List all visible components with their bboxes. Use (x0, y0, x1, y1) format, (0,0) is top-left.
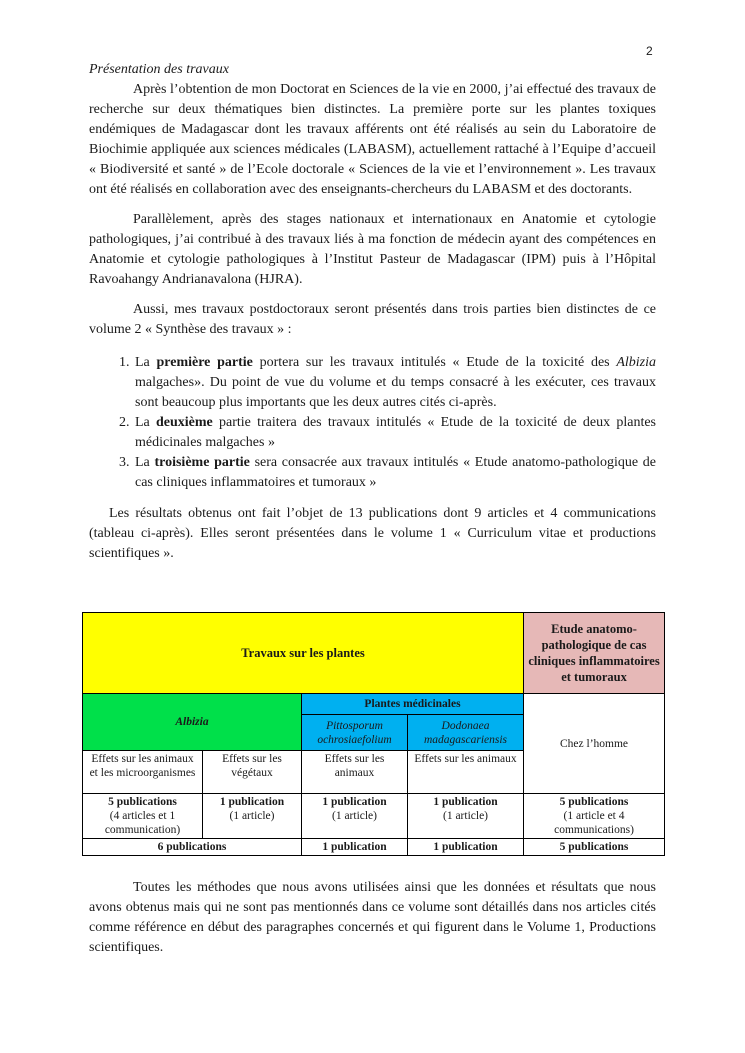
count-cell: 1 publication (1 article) (302, 794, 408, 839)
human-cell: Chez l’homme (524, 694, 665, 794)
total-cell: 5 publications (524, 839, 665, 856)
list-item: 1. La première partie portera sur les travaux intitulés « Etude de la toxicité des Albizia malgaches». Du point de vue du volume et du temps consacré à les exécuter, ces travaux sont beaucoup plus importants que les deux autres cités ci-après. (133, 353, 656, 413)
effects-cell: Effets sur les animaux et les microorganismes (83, 751, 203, 794)
count-cell: 1 publication (1 article) (203, 794, 302, 839)
section-title: Présentation des travaux (89, 62, 229, 77)
count-cell: 5 publications (1 article et 4 communications) (524, 794, 665, 839)
total-cell: 6 publications (83, 839, 302, 856)
list-item: 3. La troisième partie sera consacrée aux travaux intitulés « Etude anatomo-pathologique de cas cliniques inflammatoires et tumoraux » (133, 453, 656, 493)
page-number: 2 (646, 44, 653, 58)
albizia-cell: Albizia (83, 694, 302, 751)
list-item: 2. La deuxième partie traitera des travaux intitulés « Etude de la toxicité de deux plantes médicinales malgaches » (133, 413, 656, 453)
paragraph-doctorate: Après l’obtention de mon Doctorat en Sciences de la vie en 2000, j’ai effectué des travaux de recherche sur deux thématiques bien distinctes. La première porte sur les plantes toxiques endémiques de Madagascar dont les travaux afférents ont été réalisés au sein du Laboratoire de Biochimie appliquée aux sciences médicales (LABASM), actuellement rattaché à l’Equipe d’accueil « Biodiversité et santé » de l’Ecole doctorale « Sciences de la vie et l’environnement ». Les travaux ont été réalisés en collaboration avec des enseignants-chercheurs du LABASM et des doctorants. (89, 82, 656, 197)
pittosporum-cell: Pittosporum ochrosiaefolium (302, 715, 408, 751)
publications-table (82, 612, 665, 856)
publications-table-wrapper (82, 612, 664, 856)
pathology-header-cell: Etude anatomo-pathologique de cas cliniques inflammatoires et tumoraux (524, 613, 665, 694)
parts-list (89, 353, 656, 493)
paragraph-results: Les résultats obtenus ont fait l’objet de 13 publications dont 9 articles et 4 communications (tableau ci-après). Elles seront présentées dans le volume 1 « Curriculum vitae et productions scientifiques ». (89, 506, 656, 561)
effects-cell: Effets sur les animaux (302, 751, 408, 794)
plants-header-cell: Travaux sur les plantes (83, 613, 524, 694)
total-cell: 1 publication (408, 839, 524, 856)
total-cell: 1 publication (302, 839, 408, 856)
count-cell: 1 publication (1 article) (408, 794, 524, 839)
body-text (89, 60, 656, 574)
paragraph-methods: Toutes les méthodes que nous avons utilisées ainsi que les données et résultats que nous avons obtenus mais qui ne sont pas mentionnés dans ce volume sont détaillés dans nos articles cités comme référence en début des paragraphes concernés et qui figurent dans le Volume 1, Productions scientifiques. (89, 880, 656, 955)
closing-text (89, 878, 656, 968)
paragraph-postdoc: Aussi, mes travaux postdoctoraux seront présentés dans trois parties bien distinctes de ce volume 2 « Synthèse des travaux » : (89, 302, 656, 337)
medicinal-plants-cell: Plantes médicinales (302, 694, 524, 715)
dodonaea-cell: Dodonaea madagascariensis (408, 715, 524, 751)
effects-cell: Effets sur les végétaux (203, 751, 302, 794)
count-cell: 5 publications (4 articles et 1 communication) (83, 794, 203, 839)
paragraph-pathology: Parallèlement, après des stages nationaux et internationaux en Anatomie et cytologie pathologiques, j’ai contribué à des travaux liés à ma fonction de médecin ayant des compétences en Anatomie et cytologie pathologiques à l’Institut Pasteur de Madagascar (IPM) puis à l’Hôpital Ravoahangy Andrianavalona (HJRA). (89, 212, 656, 287)
effects-cell: Effets sur les animaux (408, 751, 524, 794)
